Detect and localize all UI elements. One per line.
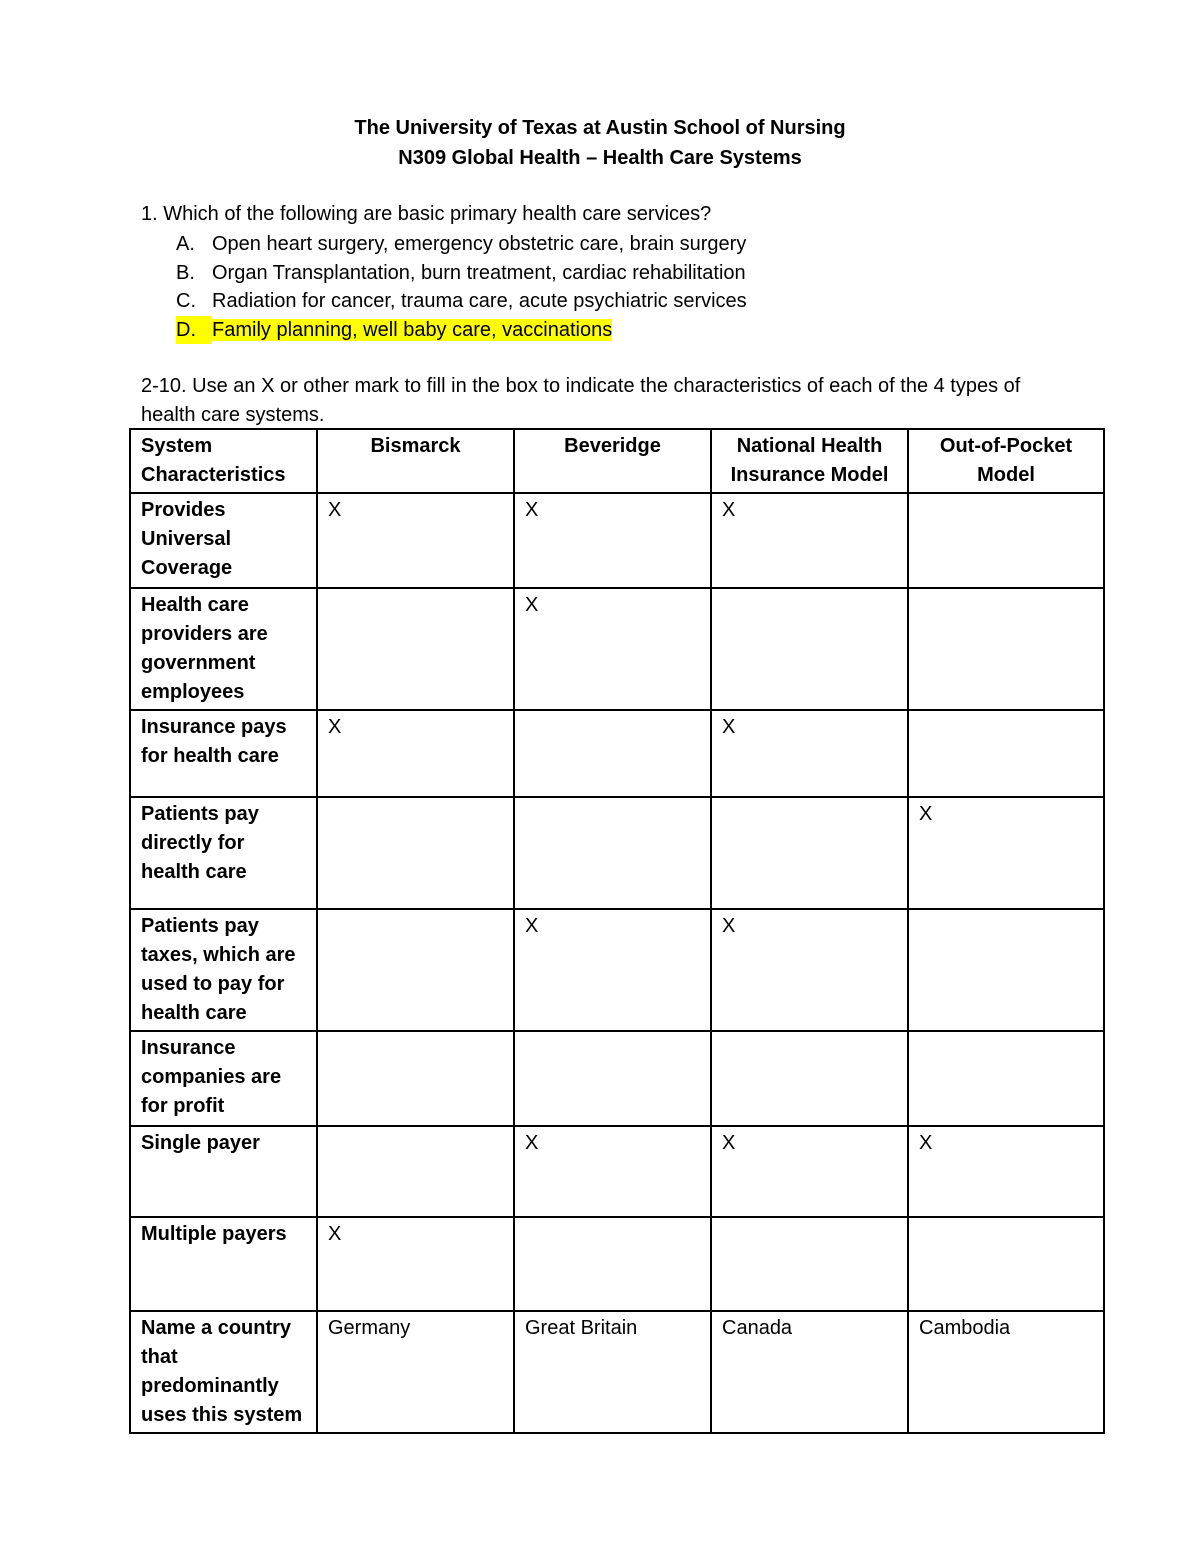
- table-cell[interactable]: [711, 797, 908, 909]
- table-cell[interactable]: [317, 1126, 514, 1217]
- table-cell[interactable]: [317, 797, 514, 909]
- health-systems-table: [129, 428, 1105, 1434]
- header-bismarck: Bismarck: [317, 429, 514, 493]
- table-cell[interactable]: [908, 710, 1104, 797]
- question-1-prompt: 1. Which of the following are basic primary health care services?: [141, 203, 712, 225]
- row-label: Health care providers are government employees: [130, 588, 317, 710]
- option-text: Organ Transplantation, burn treatment, cardiac rehabilitation: [212, 261, 746, 284]
- table-cell[interactable]: [908, 493, 1104, 588]
- table-cell[interactable]: [908, 588, 1104, 710]
- table-cell[interactable]: X: [514, 909, 711, 1031]
- table-cell[interactable]: [514, 1031, 711, 1126]
- option-text: Open heart surgery, emergency obstetric care, brain surgery: [212, 233, 747, 255]
- header-national-health-insurance: National Health Insurance Model: [711, 429, 908, 493]
- table-cell[interactable]: X: [514, 493, 711, 588]
- table-row: [130, 1126, 1104, 1217]
- table-cell[interactable]: Great Britain: [514, 1311, 711, 1433]
- table-row: [130, 1217, 1104, 1311]
- option-text: Radiation for cancer, trauma care, acute psychiatric services: [212, 290, 747, 312]
- document-title: The University of Texas at Austin School of Nursing: [354, 117, 846, 139]
- table-cell[interactable]: Cambodia: [908, 1311, 1104, 1433]
- table-cell[interactable]: X: [514, 588, 711, 710]
- header-out-of-pocket: Out-of-Pocket Model: [908, 429, 1104, 493]
- table-cell[interactable]: X: [908, 1126, 1104, 1217]
- table-cell[interactable]: X: [711, 909, 908, 1031]
- row-label: Provides Universal Coverage: [130, 493, 317, 588]
- table-cell[interactable]: [908, 1217, 1104, 1311]
- table-cell[interactable]: [514, 797, 711, 909]
- table-cell[interactable]: [514, 1217, 711, 1311]
- table-row: [130, 1311, 1104, 1433]
- question-1-options: [176, 230, 747, 344]
- row-label: Insurance pays for health care: [130, 710, 317, 797]
- table-row: [130, 493, 1104, 588]
- option-letter: A.: [176, 233, 195, 255]
- option-letter: D.: [176, 316, 212, 344]
- table-cell[interactable]: Canada: [711, 1311, 908, 1433]
- option-d-highlighted: [176, 316, 747, 345]
- table-header-row: [130, 429, 1104, 493]
- header-system-characteristics: System Characteristics: [130, 429, 317, 493]
- table-cell[interactable]: X: [711, 493, 908, 588]
- row-label: Name a country that predominantly uses this system: [130, 1311, 317, 1433]
- table-cell[interactable]: X: [711, 710, 908, 797]
- row-label: Patients pay taxes, which are used to pay for health care: [130, 909, 317, 1031]
- table-cell[interactable]: [711, 1031, 908, 1126]
- option-text: Family planning, well baby care, vaccinations: [212, 318, 613, 341]
- table-cell[interactable]: [711, 588, 908, 710]
- option-b: [176, 259, 747, 288]
- row-label: Single payer: [130, 1126, 317, 1217]
- table-cell[interactable]: X: [317, 493, 514, 588]
- table-cell[interactable]: X: [711, 1126, 908, 1217]
- table-cell[interactable]: [317, 909, 514, 1031]
- question-2-prompt: 2-10. Use an X or other mark to fill in the box to indicate the characteristics of each of the 4 types of health care systems.: [141, 375, 1021, 426]
- table-row: [130, 710, 1104, 797]
- table-row: [130, 797, 1104, 909]
- table-cell[interactable]: [711, 1217, 908, 1311]
- option-letter: C.: [176, 290, 196, 312]
- option-letter: B.: [176, 261, 195, 284]
- option-c: [176, 287, 747, 316]
- header-beveridge: Beveridge: [514, 429, 711, 493]
- table-cell[interactable]: X: [317, 710, 514, 797]
- table-row: [130, 1031, 1104, 1126]
- table-cell[interactable]: X: [317, 1217, 514, 1311]
- table-row: [130, 909, 1104, 1031]
- document-subtitle: N309 Global Health – Health Care Systems: [398, 147, 802, 169]
- table-cell[interactable]: [908, 909, 1104, 1031]
- row-label: Patients pay directly for health care: [130, 797, 317, 909]
- table-cell[interactable]: X: [514, 1126, 711, 1217]
- table-cell[interactable]: [317, 588, 514, 710]
- table-cell[interactable]: [908, 1031, 1104, 1126]
- row-label: Insurance companies are for profit: [130, 1031, 317, 1126]
- table-row: [130, 588, 1104, 710]
- table-cell[interactable]: [317, 1031, 514, 1126]
- row-label: Multiple payers: [130, 1217, 317, 1311]
- table-cell[interactable]: X: [908, 797, 1104, 909]
- table-cell[interactable]: Germany: [317, 1311, 514, 1433]
- table-cell[interactable]: [514, 710, 711, 797]
- option-a: [176, 230, 747, 259]
